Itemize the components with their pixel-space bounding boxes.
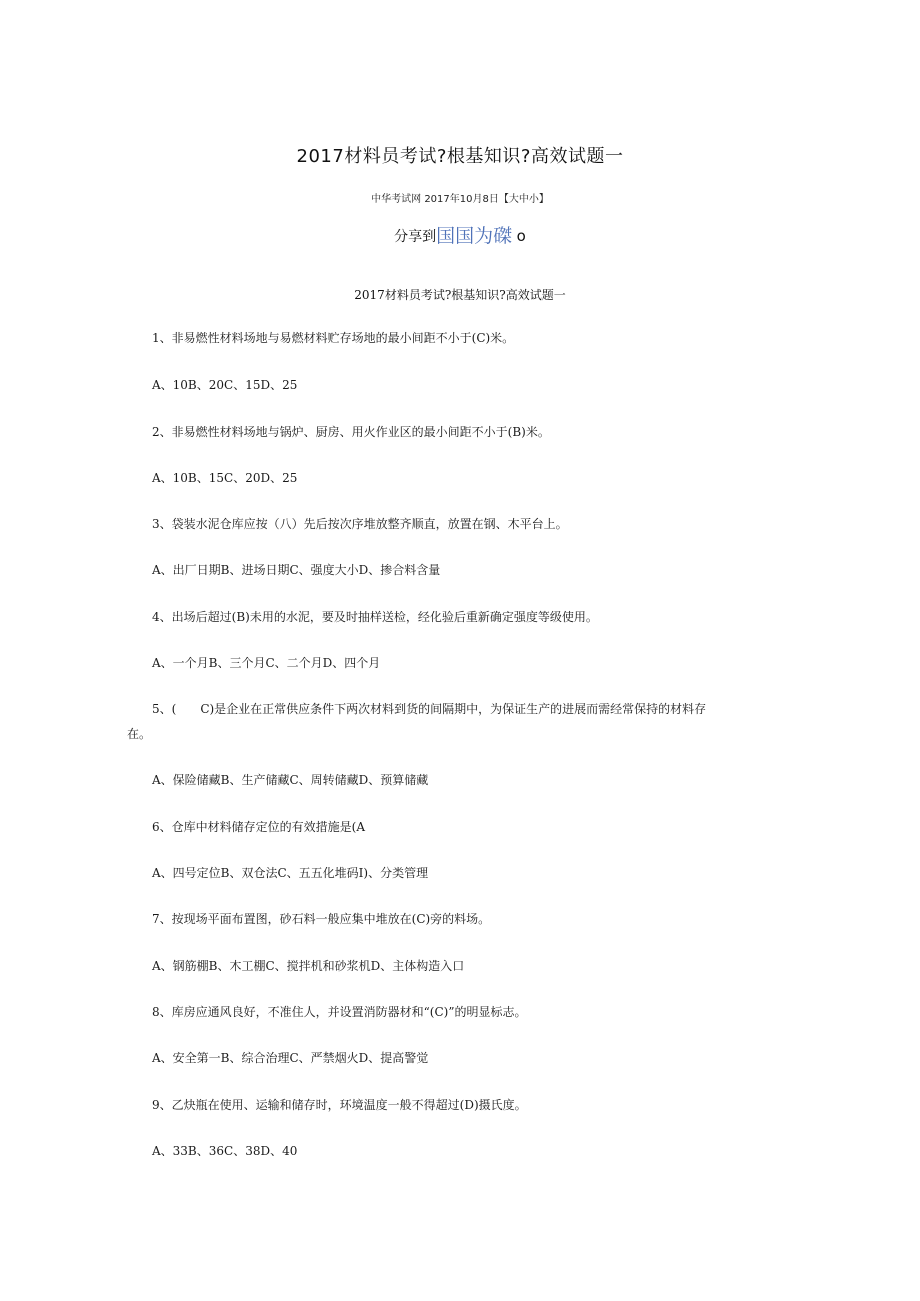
article-meta: 中华考试网 2017年10月8日【大中小】 — [371, 194, 549, 205]
options-6: A、四号定位B、双仓法C、五五化堆码I)、分类管理 — [152, 866, 429, 880]
share-tail: o — [516, 227, 526, 245]
question-4: 4、出场后超过(B)未用的水泥，要及时抽样送检，经化验后重新确定强度等级使用。 — [152, 610, 598, 624]
share-bar — [0, 221, 920, 248]
question-1: 1、非易燃性材料场地与易燃材料贮存场地的最小间距不小于(C)米。 — [152, 331, 515, 345]
question-9: 9、乙炔瓶在使用、运输和储存时，环境温度一般不得超过(D)摄氏度。 — [152, 1098, 527, 1112]
share-icons[interactable]: 国国为磔 — [436, 225, 513, 247]
question-6: 6、仓库中材料储存定位的有效措施是(A — [152, 820, 365, 834]
options-7: A、钢筋棚B、木工棚C、搅拌机和砂浆机D、主体构造入口 — [152, 959, 465, 973]
question-5-continuation: 在。 — [127, 727, 152, 741]
share-label: 分享到 — [394, 229, 437, 245]
options-8: A、安全第一B、综合治理C、严禁烟火D、提高警觉 — [152, 1051, 429, 1065]
question-3: 3、袋装水泥仓库应按（八）先后按次序堆放整齐顺直，放置在钢、木平台上。 — [152, 517, 568, 531]
options-3: A、出厂日期B、进场日期C、强度大小D、掺合料含量 — [152, 563, 441, 577]
question-5: 5、( C)是企业在正常供应条件下两次材料到货的间隔期中，为保证生产的进展而需经常保持的材料存 — [152, 702, 707, 716]
options-4: A、一个月B、三个月C、二个月D、四个月 — [152, 656, 381, 670]
options-1: A、10B、20C、15D、25 — [152, 378, 298, 392]
question-8: 8、库房应通风良好，不准住人，并设置消防器材和“(C)”的明显标志。 — [152, 1005, 527, 1019]
article-heading: 2017材料员考试?根基知识?高效试题一 — [354, 288, 566, 302]
question-7: 7、按现场平面布置图，砂石料一般应集中堆放在(C)旁的料场。 — [152, 912, 491, 926]
page-title: 2017材料员考试?根基知识?高效试题一 — [296, 146, 624, 167]
question-2: 2、非易燃性材料场地与锅炉、厨房、用火作业区的最小间距不小于(B)米。 — [152, 425, 550, 439]
options-2: A、10B、15C、20D、25 — [152, 471, 298, 485]
options-9: A、33B、36C、38D、40 — [152, 1144, 298, 1158]
options-5: A、保险储藏B、生产储藏C、周转储藏D、预算储藏 — [152, 773, 429, 787]
